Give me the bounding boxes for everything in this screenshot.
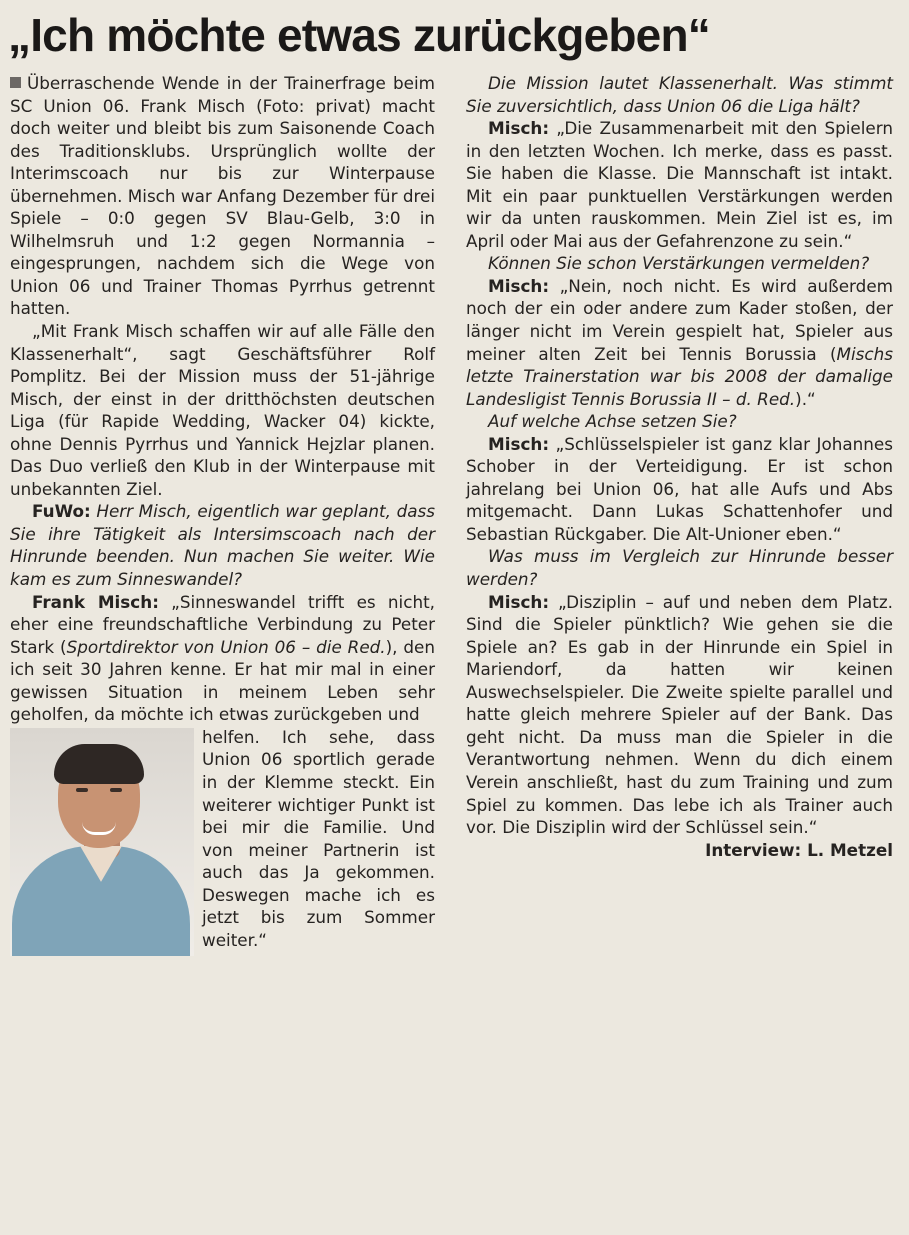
portrait-part [54,744,144,784]
interviewer-label: FuWo: [32,501,91,522]
editor-note: Sportdirektor von Union 06 – die Red. [66,636,386,657]
speaker-label: Misch: [488,275,550,296]
editor-note: Mischs letzte Trainerstation war bis 2008 der damalige Landesligist Tennis Borussia II – d. Red. [466,343,893,409]
headline: „Ich möchte etwas zurückgeben“ [8,9,710,61]
speaker-label: Frank Misch: [32,591,159,612]
question-3: Können Sie schon Verstärkungen vermelden? [488,253,870,274]
speaker-label: Misch: [488,591,550,612]
byline: Interview: L. Metzel [705,839,893,860]
left-column [10,72,435,958]
answer-2: Misch: „Die Zusammenarbeit mit den Spielern in den letzten Wochen. Ich merke, dass es passt. Sie haben die Klasse. Die Mannschaft ist intakt. Mit ein paar punktuellen Verstärkungen werden wir da unten rauskommen. Mein Ziel ist es, im April oder Mai aus der Gefahrenzone zu sein.“ [466,118,893,251]
speaker-label: Misch: [488,118,550,139]
portrait-part [110,788,122,792]
question-5: Was muss im Vergleich zur Hinrunde besser werden? [466,546,893,590]
question-2: Die Mission lautet Klassenerhalt. Was stimmt Sie zuversichtlich, dass Union 06 die Liga hält? [466,73,893,116]
answer-4: Misch: „Schlüsselspieler ist ganz klar Johannes Schober in der Verteidigung. Er ist schon jahrelang bei Union 06, hat alle Aufs und Abs mitgemacht. Dann Lukas Schattenhofer und Sebastian Rückgaber. Die Alt-Unioner eben.“ [466,433,893,544]
answer-3: Misch: „Nein, noch nicht. Es wird außerdem noch der ein oder andere zum Kader stoßen, der länger nicht im Verein gespielt hat, Spieler aus meiner alten Zeit bei Tennis Borussia (Mischs letzte Trainerstation war bis 2008 der damalige Landesligist Tennis Borussia II – d. Red.).“ [466,275,893,409]
question-1-text: Herr Misch, eigentlich war geplant, dass Sie ihre Tätigkeit als Intersimscoach nach der Hinrunde beenden. Nun machen Sie weiter. Wie kam es zum Sinneswandel? [10,501,435,590]
right-column [466,72,893,861]
intro-paragraph-1: Überraschende Wende in der Trainerfrage beim SC Union 06. Frank Misch (Foto: privat) macht doch weiter und bleibt bis zum Saisonende Coach des Traditionsklubs. Ursprünglich wollte der Interimscoach nur bis zur Winterpause übernehmen. Misch war Anfang Dezember für drei Spiele – 0:0 gegen SV Blau-Gelb, 3:0 in Wilhelmsruh und 1:2 gegen Normannia – eingesprungen, nachdem sich die Wege von Union 06 und Trainer Thomas Pyrrhus getrennt hatten. [10,73,435,319]
answer-1: Frank Misch: „Sinneswandel trifft es nicht, eher eine freundschaftliche Verbindung zu Peter Stark (Sportdirektor von Union 06 – die Red.), den ich seit 30 Jahren kenne. Er hat mir mal in einer gewissen Situation in meinem Leben sehr geholfen, da möchte ich etwas zurückgeben und helfen. Ich sehe, dass Union 06 sportlich gerade in der Klemme steckt. Ein weiterer wichtiger Punkt ist bei mir die Familie. Und von meiner Partnerin ist auch das Ja gekommen. Deswegen mache ich es jetzt bis zum Sommer weiter.“ [10,591,435,952]
speaker-label: Misch: [488,433,550,454]
intro-paragraph-2: „Mit Frank Misch schaffen wir auf alle Fälle den Klassenerhalt“, sagt Geschäftsführer Rolf Pomplitz. Bei der Mission muss der 51-jährige Misch, der einst in der dritthöchsten deutschen Liga (für Rapide Wedding, Wacker 04) kickte, ohne Dennis Pyrrhus und Yannick Hejzlar planen. Das Duo verließ den Klub in der Winterpause mit unbekannten Ziel. [10,321,435,499]
answer-5: Misch: „Disziplin – auf und neben dem Platz. Sind die Spieler pünktlich? Wie gehen sie die Spiele an? Es gab in der Hinrunde ein Spiel in Mariendorf, da hatten wir keinen Auswechselspieler. Die Zweite spielte parallel und hatte gleich mehrere Spieler auf der Bank. Das geht nicht. Da muss man die Spieler in die Verantwortung nehmen. Wenn du dich einem Verein anschließt, hast du zum Training und zum Spiel zu kommen. Das lebe ich als Trainer auch vor. Die Disziplin wird der Schlüssel sein.“ Interview: L. Metzel [466,591,893,860]
portrait-photo [10,728,194,956]
question-4: Auf welche Achse setzen Sie? [488,411,737,432]
portrait-part [76,788,88,792]
paragraph-marker-icon [10,77,21,88]
question-1 [10,500,435,590]
